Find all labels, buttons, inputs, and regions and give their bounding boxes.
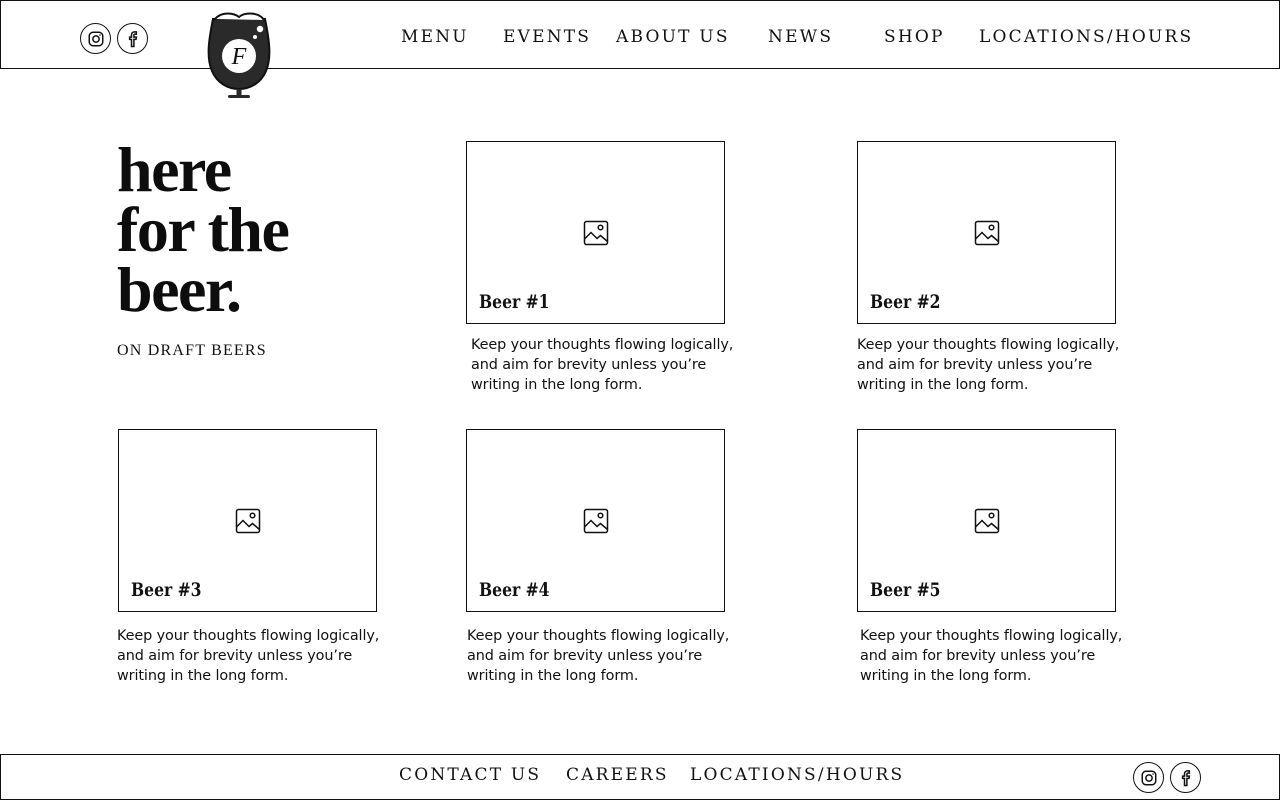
hero-title-line: here [117, 134, 231, 205]
image-placeholder-icon [583, 220, 609, 246]
facebook-link[interactable] [1170, 762, 1201, 793]
beer-card-5[interactable] [857, 429, 1116, 612]
beer-description: Keep your thoughts flowing logically, and aim for brevity unless you’re writing in the long form. [467, 628, 730, 684]
footer-contact-us[interactable]: CONTACT US [399, 765, 542, 785]
beer-title: Beer #3 [131, 579, 202, 601]
instagram-link[interactable] [80, 23, 111, 54]
instagram-link[interactable] [1133, 762, 1164, 793]
facebook-icon [1177, 769, 1195, 787]
header-social-links [80, 23, 148, 54]
beer-description: Keep your thoughts flowing logically, and aim for brevity unless you’re writing in the long form. [471, 337, 734, 393]
instagram-icon [87, 30, 105, 48]
beer-description: Keep your thoughts flowing logically, and aim for brevity unless you’re writing in the long form. [117, 628, 380, 684]
beer-title: Beer #5 [870, 579, 941, 601]
beer-card-4[interactable] [466, 429, 725, 612]
beer-card-1[interactable] [466, 141, 725, 324]
footer-locations-hours[interactable]: LOCATIONS/HOURS [690, 765, 905, 785]
footer-social-links [1133, 762, 1201, 793]
nav-events[interactable]: EVENTS [503, 27, 592, 47]
logo-letter: F [231, 44, 247, 70]
image-placeholder-icon [583, 508, 609, 534]
beer-card-3[interactable] [118, 429, 377, 612]
nav-news[interactable]: NEWS [768, 27, 834, 47]
hero-title-line: for the [117, 194, 289, 265]
instagram-icon [1140, 769, 1158, 787]
hero-title [117, 134, 289, 325]
brand-logo[interactable] [204, 9, 274, 99]
beer-title: Beer #2 [870, 291, 941, 313]
site-footer [0, 754, 1280, 800]
facebook-icon [124, 30, 142, 48]
beer-title: Beer #4 [479, 579, 550, 601]
nav-shop[interactable]: SHOP [884, 27, 945, 47]
image-placeholder-icon [974, 508, 1000, 534]
beer-card-2[interactable] [857, 141, 1116, 324]
image-placeholder-icon [235, 508, 261, 534]
nav-menu[interactable]: MENU [401, 27, 469, 47]
beer-description: Keep your thoughts flowing logically, and aim for brevity unless you’re writing in the long form. [857, 337, 1120, 393]
site-header [0, 0, 1280, 69]
facebook-link[interactable] [117, 23, 148, 54]
beer-description: Keep your thoughts flowing logically, and aim for brevity unless you’re writing in the long form. [860, 628, 1123, 684]
hero-subtitle: ON DRAFT BEERS [117, 342, 267, 359]
nav-locations-hours[interactable]: LOCATIONS/HOURS [979, 27, 1194, 47]
beer-glass-logo-icon [204, 9, 274, 99]
beer-title: Beer #1 [479, 291, 550, 313]
footer-careers[interactable]: CAREERS [566, 765, 669, 785]
nav-about-us[interactable]: ABOUT US [616, 27, 730, 47]
image-placeholder-icon [974, 220, 1000, 246]
hero-title-line: beer. [117, 254, 241, 325]
